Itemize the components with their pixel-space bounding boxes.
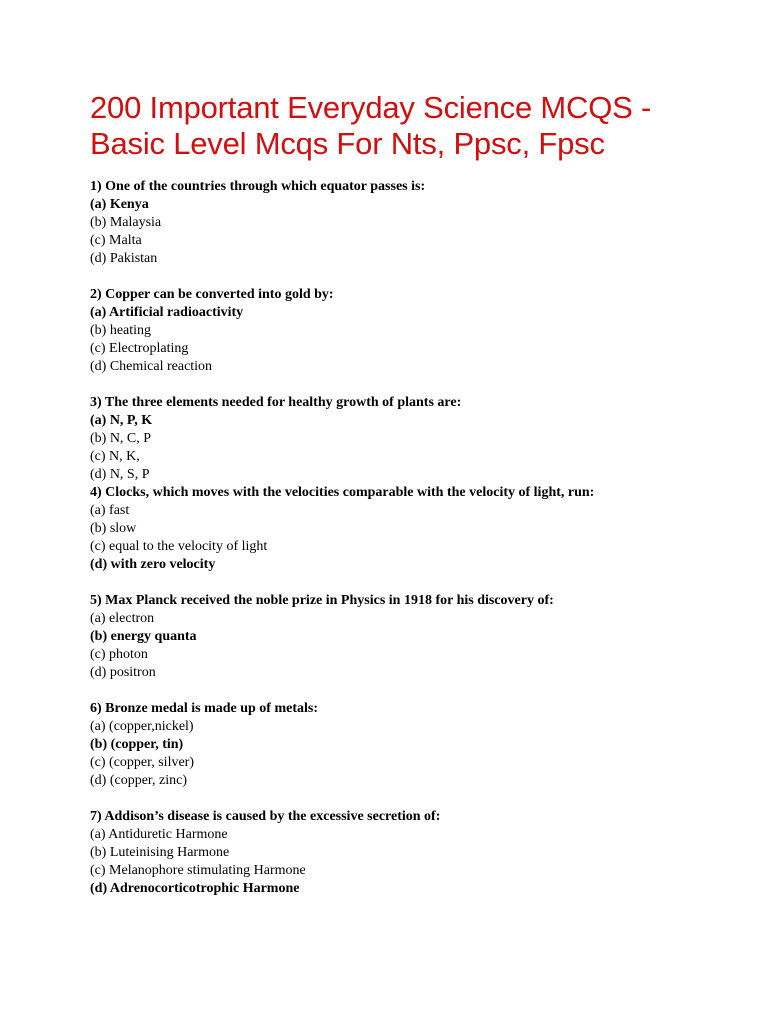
option-b: (b) energy quanta xyxy=(90,629,197,644)
option-c: (c) photon xyxy=(90,647,148,662)
option-b: (b) Malaysia xyxy=(90,215,162,230)
option-a: (a) Kenya xyxy=(90,197,149,212)
question-text: 5) Max Planck received the noble prize in Physics in 1918 for his discovery of: xyxy=(90,593,554,608)
page-title xyxy=(90,90,730,162)
title-line-1: 200 Important Everyday Science MCQS - xyxy=(90,90,652,125)
question-5 xyxy=(90,592,730,682)
option-c: (c) (copper, silver) xyxy=(90,755,194,770)
option-b: (b) slow xyxy=(90,521,137,536)
option-d: (d) positron xyxy=(90,665,156,680)
option-b: (b) Luteinising Harmone xyxy=(90,845,230,860)
question-4 xyxy=(90,484,730,574)
option-c: (c) equal to the velocity of light xyxy=(90,539,268,554)
question-7 xyxy=(90,808,730,898)
question-text: 4) Clocks, which moves with the velocities comparable with the velocity of light, run: xyxy=(90,485,595,500)
option-c: (c) Electroplating xyxy=(90,341,189,356)
option-c: (c) N, K, xyxy=(90,449,140,464)
option-a: (a) electron xyxy=(90,611,155,626)
option-b: (b) (copper, tin) xyxy=(90,737,184,752)
option-b: (b) heating xyxy=(90,323,152,338)
option-a: (a) fast xyxy=(90,503,130,518)
option-a: (a) Artificial radioactivity xyxy=(90,305,244,320)
option-d: (d) N, S, P xyxy=(90,467,150,482)
question-text: 3) The three elements needed for healthy growth of plants are: xyxy=(90,395,462,410)
option-a: (a) Antiduretic Harmone xyxy=(90,827,228,842)
option-d: (d) with zero velocity xyxy=(90,557,216,572)
question-text: 7) Addison’s disease is caused by the excessive secretion of: xyxy=(90,809,441,824)
question-3 xyxy=(90,394,730,484)
option-d: (d) Pakistan xyxy=(90,251,158,266)
option-c: (c) Malta xyxy=(90,233,142,248)
option-c: (c) Melanophore stimulating Harmone xyxy=(90,863,306,878)
question-text: 1) One of the countries through which equator passes is: xyxy=(90,179,426,194)
option-a: (a) N, P, K xyxy=(90,413,153,428)
question-6 xyxy=(90,700,730,790)
question-2 xyxy=(90,286,730,376)
option-a: (a) (copper,nickel) xyxy=(90,719,194,734)
question-text: 6) Bronze medal is made up of metals: xyxy=(90,701,318,716)
title-line-2: Basic Level Mcqs For Nts, Ppsc, Fpsc xyxy=(90,126,605,161)
question-text: 2) Copper can be converted into gold by: xyxy=(90,287,334,302)
question-list xyxy=(90,178,730,898)
option-d: (d) (copper, zinc) xyxy=(90,773,187,788)
option-d: (d) Chemical reaction xyxy=(90,359,213,374)
question-1 xyxy=(90,178,730,268)
option-b: (b) N, C, P xyxy=(90,431,152,446)
option-d: (d) Adrenocorticotrophic Harmone xyxy=(90,881,300,896)
